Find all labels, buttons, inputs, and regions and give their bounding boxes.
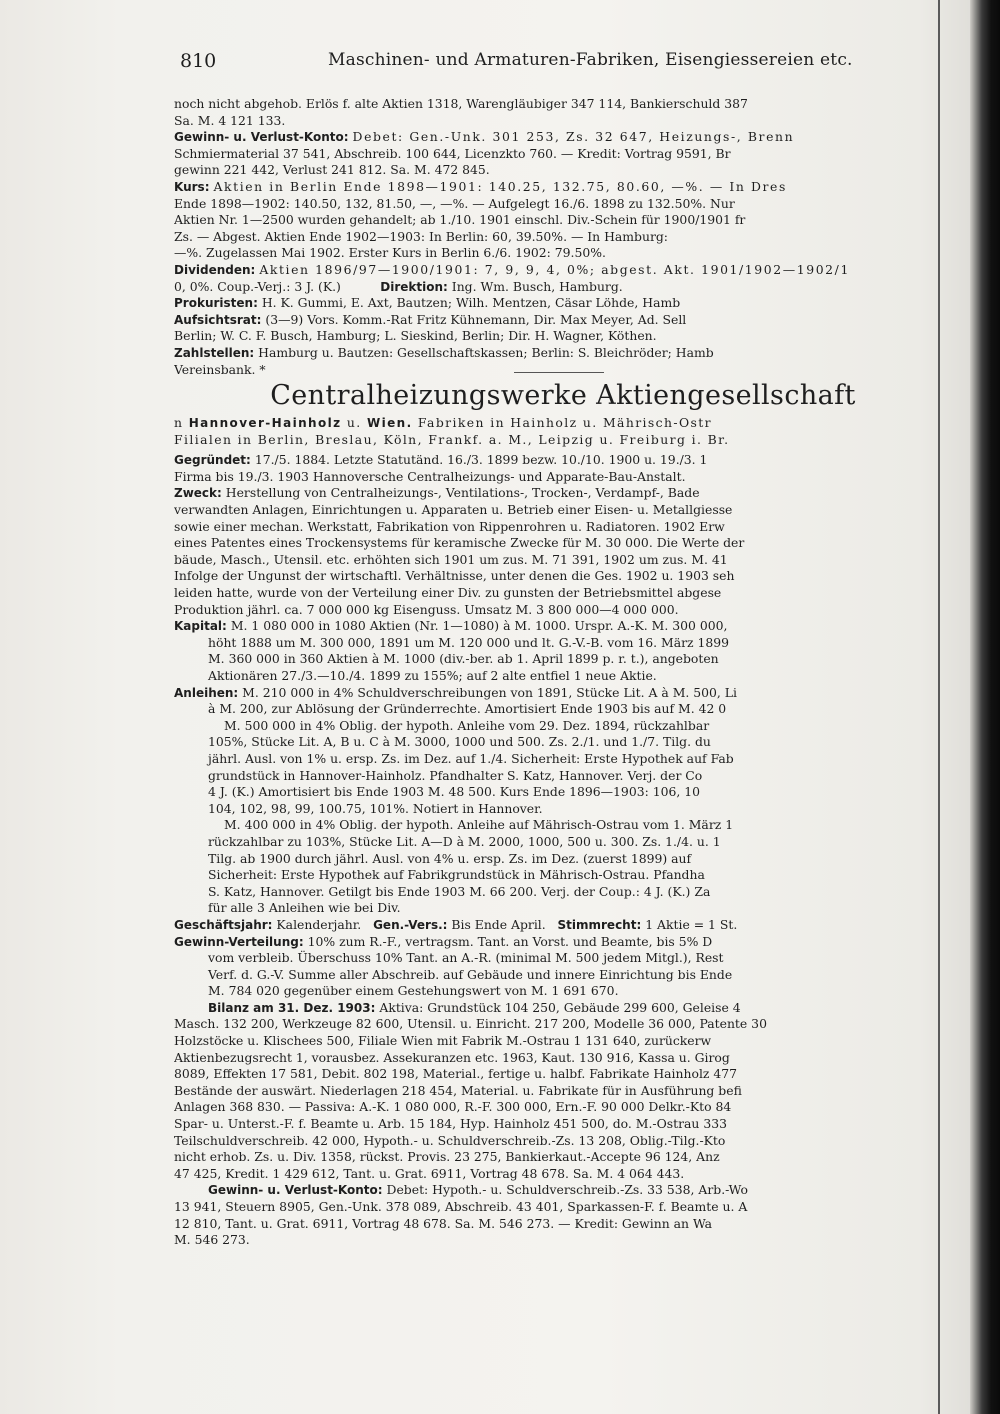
section-label: Stimmrecht:: [557, 917, 642, 932]
section-label: Gewinn- u. Verlust-Konto:: [174, 130, 349, 145]
section-label: Zweck:: [174, 486, 222, 501]
text-line: jährl. Ausl. von 1% u. ersp. Zs. im Dez. auf 1./4. Sicherheit: Erste Hypothek auf Fab: [208, 750, 734, 766]
entry-zahlstellen: Zahlstellen: Hamburg u. Bautzen: Gesellschaftskassen; Berlin: S. Bleichröder; Hamb: [174, 344, 714, 360]
text-line: M. 500 000 in 4% Oblig. der hypoth. Anleihe vom 29. Dez. 1894, rückzahlbar: [224, 717, 710, 733]
section-label: Dividenden:: [174, 262, 256, 277]
text-line: gewinn 221 442, Verlust 241 812. Sa. M. 472 845.: [174, 162, 490, 178]
text-line: vom verbleib. Überschuss 10% Tant. an A.-R. (minimal M. 500 jedem Mitgl.), Rest: [208, 950, 724, 966]
text-line: Aktien Nr. 1—2500 wurden gehandelt; ab 1./10. 1901 einschl. Div.-Schein für 1900/1901 fr: [174, 212, 746, 228]
text-line: 105%, Stücke Lit. A, B u. C à M. 3000, 1000 und 500. Zs. 2./1. und 1./7. Tilg. du: [208, 734, 711, 750]
text-line: bäude, Masch., Utensil. etc. erhöhten sich 1901 um zus. M. 71 391, 1902 um zus. M. 41: [174, 551, 728, 567]
text-line: für alle 3 Anleihen wie bei Div.: [208, 900, 401, 916]
entry-bilanz: Bilanz am 31. Dez. 1903: Aktiva: Grundstück 104 250, Gebäude 299 600, Geleise 4: [208, 999, 741, 1015]
section-label: Gewinn-Verteilung:: [174, 934, 304, 949]
text-line: M. 546 273.: [174, 1232, 250, 1248]
section-label: Zahlstellen:: [174, 345, 255, 360]
text-line: Sicherheit: Erste Hypothek auf Fabrikgrundstück in Mährisch-Ostrau. Pfandha: [208, 867, 705, 883]
separator-rule: [514, 372, 604, 373]
text-line: —%. Zugelassen Mai 1902. Erster Kurs in Berlin 6./6. 1902: 79.50%.: [174, 245, 606, 261]
text-line: eines Patentes eines Trockensystems für keramische Zwecke für M. 30 000. Die Werte der: [174, 535, 745, 551]
text-line: Berlin; W. C. F. Busch, Hamburg; L. Sieskind, Berlin; Dir. H. Wagner, Köthen.: [174, 328, 657, 344]
text-line: Infolge der Ungunst der wirtschaftl. Verhältnisse, unter denen die Ges. 1902 u. 1903 seh: [174, 568, 735, 584]
text-line: Schmiermaterial 37 541, Abschreib. 100 644, Licenzkto 760. — Kredit: Vortrag 9591, Br: [174, 145, 731, 161]
section-label: Prokuristen:: [174, 296, 258, 311]
entry-gegruendet: Gegründet: 17./5. 1884. Letzte Statutänd. 16./3. 1899 bezw. 10./10. 1900 u. 19./3. 1: [174, 452, 708, 468]
entry-dividenden: Dividenden: Aktien 1896/97—1900/1901: 7, 9, 9, 4, 0%; abgest. Akt. 1901/1902—1902/1: [174, 261, 850, 277]
text-line: 13 941, Steuern 8905, Gen.-Unk. 378 089, Abschreib. 43 401, Sparkassen-F. f. Beamte u. A: [174, 1199, 748, 1214]
text-line: Ende 1898—1902: 140.50, 132, 81.50, —, —%. — Aufgelegt 16./6. 1898 zu 132.50%. Nur: [174, 195, 735, 211]
entry-direktion: 0, 0%. Coup.-Verj.: 3 J. (K.) Direktion: Ing. Wm. Busch, Hamburg.: [174, 278, 623, 294]
text-line: M. 400 000 in 4% Oblig. der hypoth. Anleihe auf Mährisch-Ostrau vom 1. März 1: [224, 817, 734, 833]
page-number: 810: [180, 50, 217, 72]
entry-gewinn-verlust: Gewinn- u. Verlust-Konto: Debet: Gen.-Unk. 301 253, Zs. 32 647, Heizungs-, Brenn: [174, 129, 795, 145]
text-line: 8089, Effekten 17 581, Debit. 802 198, Material., fertige u. halbf. Fabrikate Hainholz 477: [174, 1066, 738, 1082]
section-label: Direktion:: [380, 279, 448, 294]
section-label: Kurs:: [174, 179, 210, 194]
section-label: Aufsichtsrat:: [174, 312, 262, 327]
company-title: Centralheizungswerke Aktiengesellschaft: [270, 380, 856, 412]
text-line: Vereinsbank. *: [174, 361, 266, 377]
entry-gewinn-verteilung: Gewinn-Verteilung: 10% zum R.-F., vertragsm. Tant. an Vorst. und Beamte, bis 5% D: [174, 933, 713, 949]
running-title: Maschinen- und Armaturen-Fabriken, Eisengiessereien etc.: [328, 50, 853, 70]
section-label: Bilanz am 31. Dez. 1903:: [208, 1000, 376, 1015]
text-line: noch nicht abgehob. Erlös f. alte Aktien 1318, Warengläubiger 347 114, Bankierschuld 387: [174, 96, 748, 111]
text-line: Tilg. ab 1900 durch jährl. Ausl. von 4% u. ersp. Zs. im Dez. (zuerst 1899) auf: [208, 850, 692, 866]
text-line: 47 425, Kredit. 1 429 612, Tant. u. Grat. 6911, Vortrag 48 678. Sa. M. 4 064 443.: [174, 1165, 685, 1181]
text-line: Anlagen 368 830. — Passiva: A.-K. 1 080 000, R.-F. 300 000, Ern.-F. 90 000 Delkr.-Kto 84: [174, 1099, 732, 1115]
entry-zweck: Zweck: Herstellung von Centralheizungs-, Ventilations-, Trocken-, Verdampf-, Bade: [174, 485, 700, 501]
text-line: rückzahlbar zu 103%, Stücke Lit. A—D à M. 2000, 1000, 500 u. 300. Zs. 1./4. u. 1: [208, 833, 721, 849]
text-line: Aktionären 27./3.—10./4. 1899 zu 155%; auf 2 alte entfiel 1 neue Aktie.: [208, 668, 657, 683]
text-line: Produktion jährl. ca. 7 000 000 kg Eisenguss. Umsatz M. 3 800 000—4 000 000.: [174, 601, 679, 617]
text-line: Masch. 132 200, Werkzeuge 82 600, Utensil. u. Einricht. 217 200, Modelle 36 000, Patente 30: [174, 1016, 767, 1032]
company-branches: Filialen in Berlin, Breslau, Köln, Frankf. a. M., Leipzig u. Freiburg i. Br.: [174, 431, 730, 447]
entry-anleihen: Anleihen: M. 210 000 in 4% Schuldverschreibungen von 1891, Stücke Lit. A à M. 500, Li: [174, 684, 737, 700]
section-label: Kapital:: [174, 619, 227, 634]
text-line: Verf. d. G.-V. Summe aller Abschreib. auf Gebäude und innere Einrichtung bis Ende: [208, 966, 733, 982]
text-line: höht 1888 um M. 300 000, 1891 um M. 120 000 und lt. G.-V.-B. vom 16. März 1899: [208, 634, 730, 650]
text-line: grundstück in Hannover-Hainholz. Pfandhalter S. Katz, Hannover. Verj. der Co: [208, 767, 703, 783]
section-label: Gewinn- u. Verlust-Konto:: [208, 1183, 383, 1198]
text-line: Spar- u. Unterst.-F. f. Beamte u. Arb. 15 184, Hyp. Hainholz 451 500, do. M.-Ostrau 333: [174, 1116, 727, 1132]
text-line: à M. 200, zur Ablösung der Gründerrechte. Amortisiert Ende 1903 bis auf M. 42 0: [208, 701, 727, 717]
text-line: sowie einer mechan. Werkstatt, Fabrikation von Rippenrohren u. Radiatoren. 1902 Erw: [174, 518, 725, 534]
text-line: Aktienbezugsrecht 1, vorausbez. Assekuranzen etc. 1963, Kaut. 130 916, Kassa u. Girog: [174, 1049, 730, 1065]
text-line: 12 810, Tant. u. Grat. 6911, Vortrag 48 678. Sa. M. 546 273. — Kredit: Gewinn an Wa: [174, 1215, 712, 1231]
entry-prokuristen: Prokuristen: H. K. Gummi, E. Axt, Bautzen; Wilh. Mentzen, Cäsar Löhde, Hamb: [174, 295, 681, 311]
entry-aufsichtsrat: Aufsichtsrat: (3—9) Vors. Komm.-Rat Fritz Kühnemann, Dir. Max Meyer, Ad. Sell: [174, 311, 687, 327]
text-line: M. 360 000 in 360 Aktien à M. 1000 (div.-ber. ab 1. April 1899 p. r. t.), angeboten: [208, 651, 719, 667]
text-line: verwandten Anlagen, Einrichtungen u. Apparaten u. Betrieb einer Eisen- u. Metallgiesse: [174, 502, 733, 518]
text-line: M. 784 020 gegenüber einem Gestehungswert von M. 1 691 670.: [208, 983, 619, 999]
text-line: Teilschuldverschreib. 42 000, Hypoth.- u. Schuldverschreib.-Zs. 13 208, Oblig.-Tilg.-Kto: [174, 1132, 726, 1148]
text-line: 4 J. (K.) Amortisiert bis Ende 1903 M. 48 500. Kurs Ende 1896—1903: 106, 10: [208, 784, 700, 800]
section-label: Anleihen:: [174, 685, 239, 700]
entry-gewinn-verlust-konto: Gewinn- u. Verlust-Konto: Debet: Hypoth.- u. Schuldverschreib.-Zs. 33 538, Arb.-Wo: [208, 1182, 749, 1198]
page-dark-edge: [970, 0, 1000, 1414]
text-line: Sa. M. 4 121 133.: [174, 112, 286, 128]
entry-geschaeftsjahr: Geschäftsjahr: Kalenderjahr. Gen.-Vers.: Bis Ende April. Stimmrecht: 1 Aktie = 1 St.: [174, 916, 738, 932]
entry-kapital: Kapital: M. 1 080 000 in 1080 Aktien (Nr. 1—1080) à M. 1000. Urspr. A.-K. M. 300 000,: [174, 618, 728, 634]
text-line: Zs. — Abgest. Aktien Ende 1902—1903: In Berlin: 60, 39.50%. — In Hamburg:: [174, 228, 668, 244]
text-line: S. Katz, Hannover. Getilgt bis Ende 1903 M. 66 200. Verj. der Coup.: 4 J. (K.) Za: [208, 883, 711, 899]
text-line: leiden hatte, wurde von der Verteilung einer Div. zu gunsten der Betriebsmittel abgese: [174, 585, 722, 601]
text-line: Firma bis 19./3. 1903 Hannoversche Centralheizungs- und Apparate-Bau-Anstalt.: [174, 468, 686, 484]
document-body: [174, 96, 952, 1386]
section-label: Geschäftsjahr:: [174, 917, 273, 932]
entry-kurs: Kurs: Aktien in Berlin Ende 1898—1901: 140.25, 132.75, 80.60, —%. — In Dres: [174, 178, 787, 194]
text-line: nicht erhob. Zs. u. Div. 1358, rückst. Provis. 23 275, Bankierkaut.-Accepte 96 124, Anz: [174, 1149, 720, 1165]
text-line: 104, 102, 98, 99, 100.75, 101%. Notiert in Hannover.: [208, 800, 543, 816]
section-label: Gegründet:: [174, 453, 251, 468]
page-header: [180, 50, 940, 76]
text-line: Bestände der auswärt. Niederlagen 218 454, Material. u. Fabrikate für in Ausführung befi: [174, 1082, 742, 1098]
text-line: Holzstöcke u. Klischees 500, Filiale Wien mit Fabrik M.-Ostrau 1 131 640, zurückerw: [174, 1033, 712, 1049]
section-label: Gen.-Vers.:: [373, 917, 448, 932]
company-location: n Hannover-Hainholz u. Wien. Fabriken in Hainholz u. Mährisch-Ostr: [174, 415, 712, 431]
